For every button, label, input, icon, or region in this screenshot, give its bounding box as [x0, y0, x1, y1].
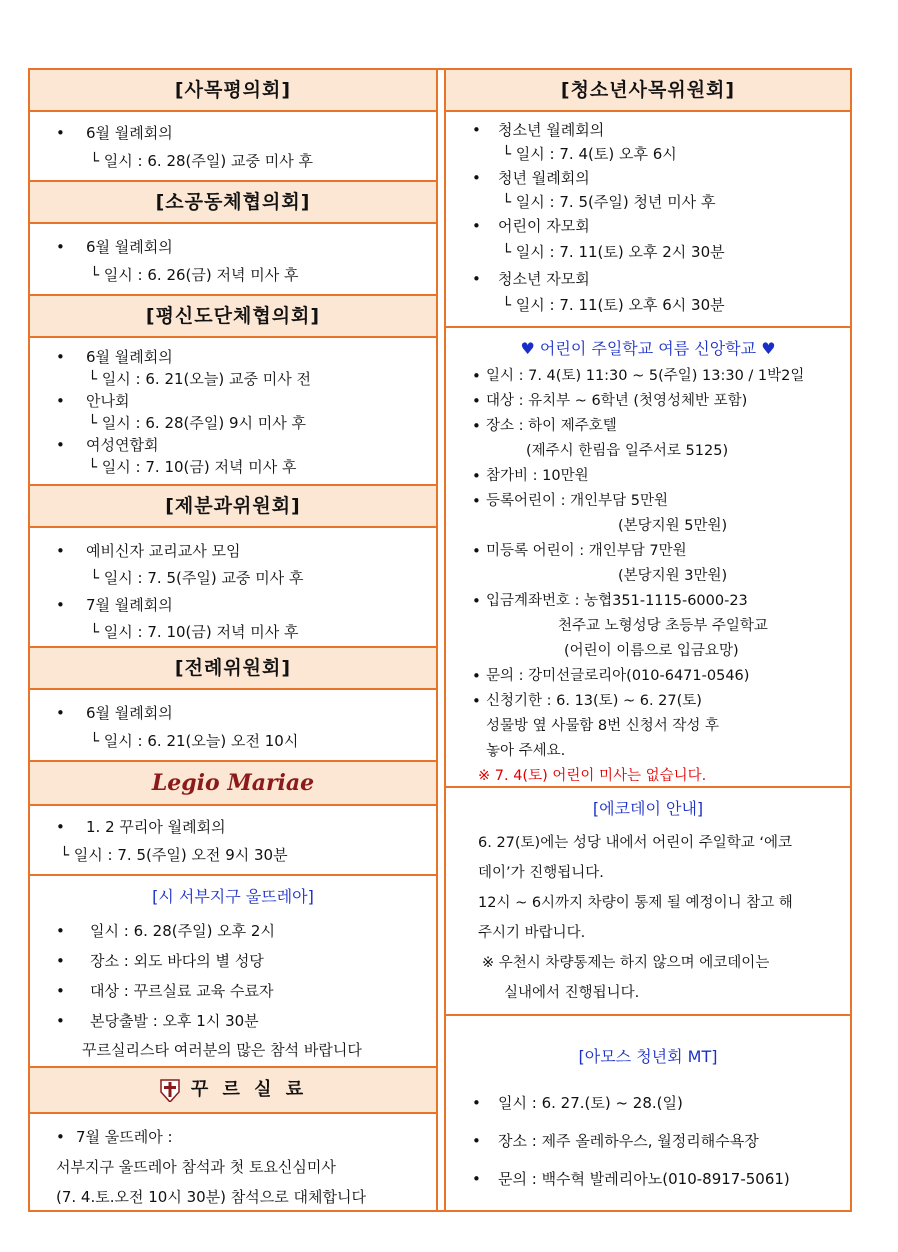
section-title: [청소년사목위원회] — [446, 70, 850, 112]
section-cursillo — [30, 1068, 436, 1214]
section-youth-ministry — [446, 70, 850, 328]
list-item: • 장소 : 하이 제주호텔 — [446, 414, 850, 439]
list-item-detail: └ 일시 : 6. 28(주일) 교중 미사 후 — [90, 152, 313, 170]
section-ultreya — [30, 876, 436, 1068]
list-item: • 7월 월례회의 — [30, 592, 436, 618]
list-item: • 장소 : 외도 바다의 별 성당 — [30, 946, 436, 976]
section-pastoral-council — [30, 70, 436, 182]
section-title: [평신도단체협의회] — [30, 296, 436, 338]
paragraph-line: 주시기 바랍니다. — [478, 925, 586, 941]
list-item: • 청년 월례회의 — [446, 166, 850, 190]
list-text: (제주시 한림읍 일주서로 5125) — [526, 443, 729, 459]
list-item: • 참가비 : 10만원 — [446, 464, 850, 489]
section-subcommittees — [30, 486, 436, 648]
section-legio-mariae — [30, 762, 436, 876]
list-item: • 장소 : 제주 올레하우스, 월정리해수욕장 — [446, 1122, 850, 1160]
list-text: 성물방 옆 사물함 8번 신청서 작성 후 — [486, 718, 719, 734]
section-liturgy — [30, 648, 436, 762]
section-small-community — [30, 182, 436, 296]
list-item-detail: └ 일시 : 7. 5(주일) 오전 9시 30분 — [60, 846, 288, 864]
paragraph-line: 실내에서 진행됩니다. — [504, 985, 640, 1001]
list-item-detail: └ 일시 : 7. 10(금) 저녁 미사 후 — [90, 623, 299, 641]
section-title: [제분과위원회] — [30, 486, 436, 528]
list-item-detail: └ 일시 : 6. 28(주일) 9시 미사 후 — [88, 414, 307, 432]
section-title-row — [30, 1068, 436, 1114]
list-item-detail: └ 일시 : 7. 4(토) 오후 6시 — [502, 145, 677, 163]
list-item: • 문의 : 백수혁 발레리아노(010-8917-5061) — [446, 1160, 850, 1198]
section-title: [전례위원회] — [30, 648, 436, 690]
list-text: (본당지원 5만원) — [618, 518, 728, 534]
list-item: • 7월 울뜨레아 : — [30, 1122, 436, 1152]
note-text: 꾸르실리스타 여러분의 많은 참석 바랍니다 — [82, 1041, 362, 1059]
list-item: • 예비신자 교리교사 모임 — [30, 538, 436, 564]
list-item-detail: └ 일시 : 6. 26(금) 저녁 미사 후 — [90, 266, 299, 284]
list-item: • 일시 : 7. 4(토) 11:30 ~ 5(주일) 13:30 / 1박2일 — [446, 364, 850, 389]
paragraph-line: ※ 우천시 차량통제는 하지 않으며 에코데이는 — [482, 955, 770, 971]
paragraph-line: 6. 27(토)에는 성당 내에서 어린이 주일학교 ‘에코 — [478, 835, 792, 851]
list-item-detail: └ 일시 : 6. 21(오늘) 교중 미사 전 — [88, 370, 311, 388]
list-item: • 대상 : 유치부 ~ 6학년 (첫영성체반 포함) — [446, 389, 850, 414]
warning-note: ※ 7. 4(토) 어린이 미사는 없습니다. — [478, 768, 707, 784]
list-item-detail: └ 일시 : 7. 11(토) 오후 6시 30분 — [502, 296, 725, 314]
list-item: • 신청기한 : 6. 13(토) ~ 6. 27(토) — [446, 689, 850, 714]
list-item: • 미등록 어린이 : 개인부담 7만원 — [446, 539, 850, 564]
list-item: • 6월 월례회의 — [30, 346, 436, 368]
list-item: • 여성연합회 — [30, 434, 436, 456]
list-item: • 본당출발 : 오후 1시 30분 — [30, 1006, 436, 1036]
section-title: [에코데이 안내] — [592, 799, 704, 818]
left-column — [30, 70, 438, 1210]
section-amos-mt — [446, 1016, 850, 1214]
heart-icon: ♥ — [761, 339, 776, 358]
list-text: 서부지구 울뜨레아 참석과 첫 토요신심미사 — [56, 1158, 336, 1176]
paragraph-line: 데이’가 진행됩니다. — [478, 865, 604, 881]
list-text: (본당지원 3만원) — [618, 568, 728, 584]
list-item-detail: └ 일시 : 7. 5(주일) 청년 미사 후 — [502, 193, 716, 211]
section-title: [소공동체협의회] — [30, 182, 436, 224]
section-title: [아모스 청년회 MT] — [578, 1047, 718, 1066]
section-summer-school — [446, 328, 850, 788]
list-item: • 청소년 월례회의 — [446, 118, 850, 142]
list-text: 천주교 노형성당 초등부 주일학교 — [558, 618, 768, 634]
list-item: • 어린이 자모회 — [446, 214, 850, 238]
heart-icon: ♥ — [520, 339, 535, 358]
list-text: (어린이 이름으로 입금요망) — [564, 643, 739, 659]
list-item-detail: └ 일시 : 7. 11(토) 오후 2시 30분 — [502, 243, 725, 261]
list-item: • 일시 : 6. 28(주일) 오후 2시 — [30, 916, 436, 946]
list-item: • 6월 월례회의 — [30, 234, 436, 260]
paragraph-line: 12시 ~ 6시까지 차량이 통제 될 예정이니 참고 해 — [478, 895, 793, 911]
section-eco-day — [446, 788, 850, 1016]
list-item-detail: └ 일시 : 6. 21(오늘) 오전 10시 — [90, 732, 299, 750]
section-title: [사목평의회] — [30, 70, 436, 112]
list-item-detail: └ 일시 : 7. 10(금) 저녁 미사 후 — [88, 458, 297, 476]
list-item: • 6월 월례회의 — [30, 120, 436, 146]
section-title-row — [446, 328, 850, 364]
list-item: • 일시 : 6. 27.(토) ~ 28.(일) — [446, 1084, 850, 1122]
list-item: • 청소년 자모회 — [446, 266, 850, 292]
right-column — [444, 70, 850, 1210]
list-text: (7. 4.토.오전 10시 30분) 참석으로 대체합니다 — [56, 1188, 366, 1206]
section-title: [시 서부지구 울뜨레아] — [152, 887, 314, 906]
list-item: • 안나회 — [30, 390, 436, 412]
list-item: • 1. 2 꾸리아 월례회의 — [30, 814, 436, 840]
list-item: • 입금계좌번호 : 농협351-1115-6000-23 — [446, 589, 850, 614]
list-item: • 등록어린이 : 개인부담 5만원 — [446, 489, 850, 514]
section-laity-council — [30, 296, 436, 486]
list-item: • 6월 월례회의 — [30, 700, 436, 726]
list-item: • 문의 : 강미선글로리아(010-6471-0546) — [446, 664, 850, 689]
legio-mariae-logo-text: Legio Mariae — [30, 762, 436, 806]
bulletin-page — [28, 68, 852, 1212]
cursillo-emblem-icon — [159, 1078, 181, 1102]
list-item: • 대상 : 꾸르실료 교육 수료자 — [30, 976, 436, 1006]
section-title: 꾸 르 실 료 — [190, 1079, 308, 1100]
section-title: 어린이 주일학교 여름 신앙학교 — [539, 339, 757, 358]
list-item-detail: └ 일시 : 7. 5(주일) 교중 미사 후 — [90, 569, 304, 587]
list-text: 놓아 주세요. — [486, 743, 566, 759]
